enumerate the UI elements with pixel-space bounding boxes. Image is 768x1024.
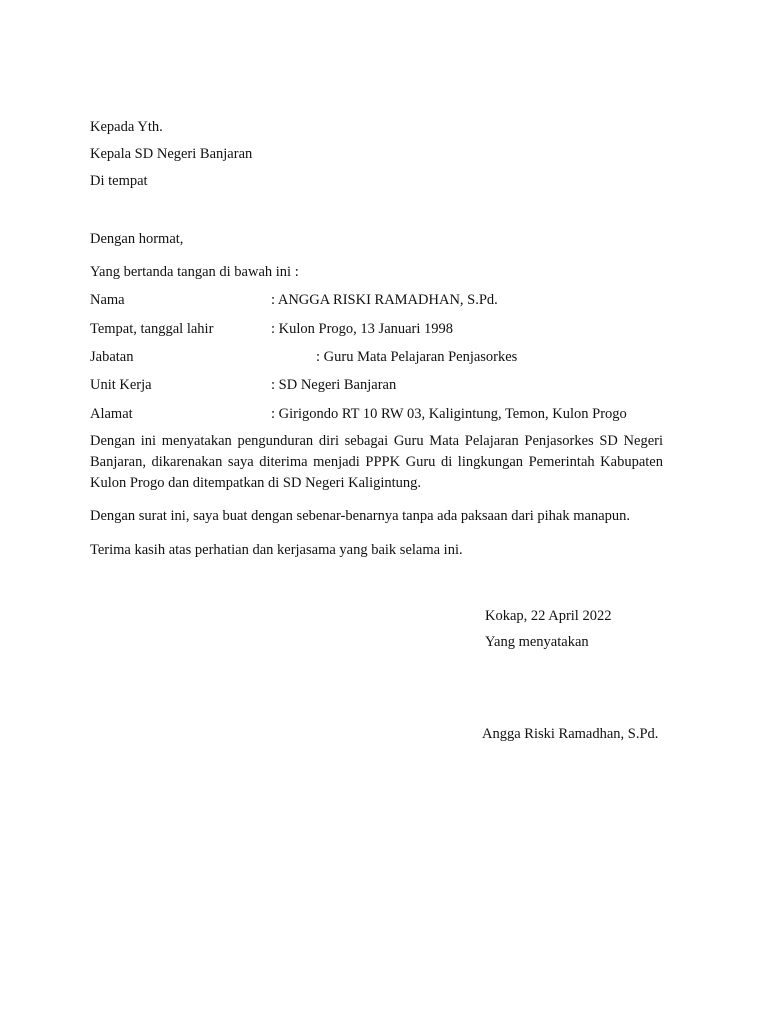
field-label-jabatan: Jabatan	[90, 349, 134, 365]
recipient-line-3: Di tempat	[90, 173, 148, 189]
field-label-unit-kerja: Unit Kerja	[90, 377, 152, 393]
body-paragraph-2: Dengan surat ini, saya buat dengan sebenar-benarnya tanpa ada paksaan dari pihak manapun.	[90, 508, 631, 524]
closing-declarant: Yang menyatakan	[485, 634, 589, 650]
body-paragraph-3: Terima kasih atas perhatian dan kerjasama yang baik selama ini.	[90, 542, 463, 558]
recipient-line-2: Kepala SD Negeri Banjaran	[90, 146, 253, 162]
field-label-tempat-tanggal-lahir: Tempat, tanggal lahir	[90, 321, 214, 337]
body-paragraph-1: Dengan ini menyatakan pengunduran diri sebagai Guru Mata Pelajaran Penjasorkes SD Negeri Banjaran, dikarenakan saya diterima menjadi PPPK Guru di lingkungan Pemerintah Kabupaten Kulon Progo dan ditempatkan di SD Negeri Kaligintung.	[90, 433, 663, 491]
field-value-unit-kerja: : SD Negeri Banjaran	[271, 377, 397, 393]
field-value-alamat: : Girigondo RT 10 RW 03, Kaligintung, Temon, Kulon Progo	[271, 406, 627, 422]
closing-place-date: Kokap, 22 April 2022	[485, 608, 612, 624]
field-value-tempat-tanggal-lahir: : Kulon Progo, 13 Januari 1998	[271, 321, 454, 337]
signatory-name: Angga Riski Ramadhan, S.Pd.	[482, 726, 659, 742]
field-label-nama: Nama	[90, 292, 125, 308]
intro-text: Yang bertanda tangan di bawah ini :	[90, 264, 299, 280]
field-value-nama: : ANGGA RISKI RAMADHAN, S.Pd.	[271, 292, 498, 308]
field-value-jabatan: : Guru Mata Pelajaran Penjasorkes	[316, 349, 518, 365]
recipient-line-1: Kepada Yth.	[90, 119, 163, 135]
salutation: Dengan hormat,	[90, 231, 184, 247]
field-label-alamat: Alamat	[90, 406, 133, 422]
